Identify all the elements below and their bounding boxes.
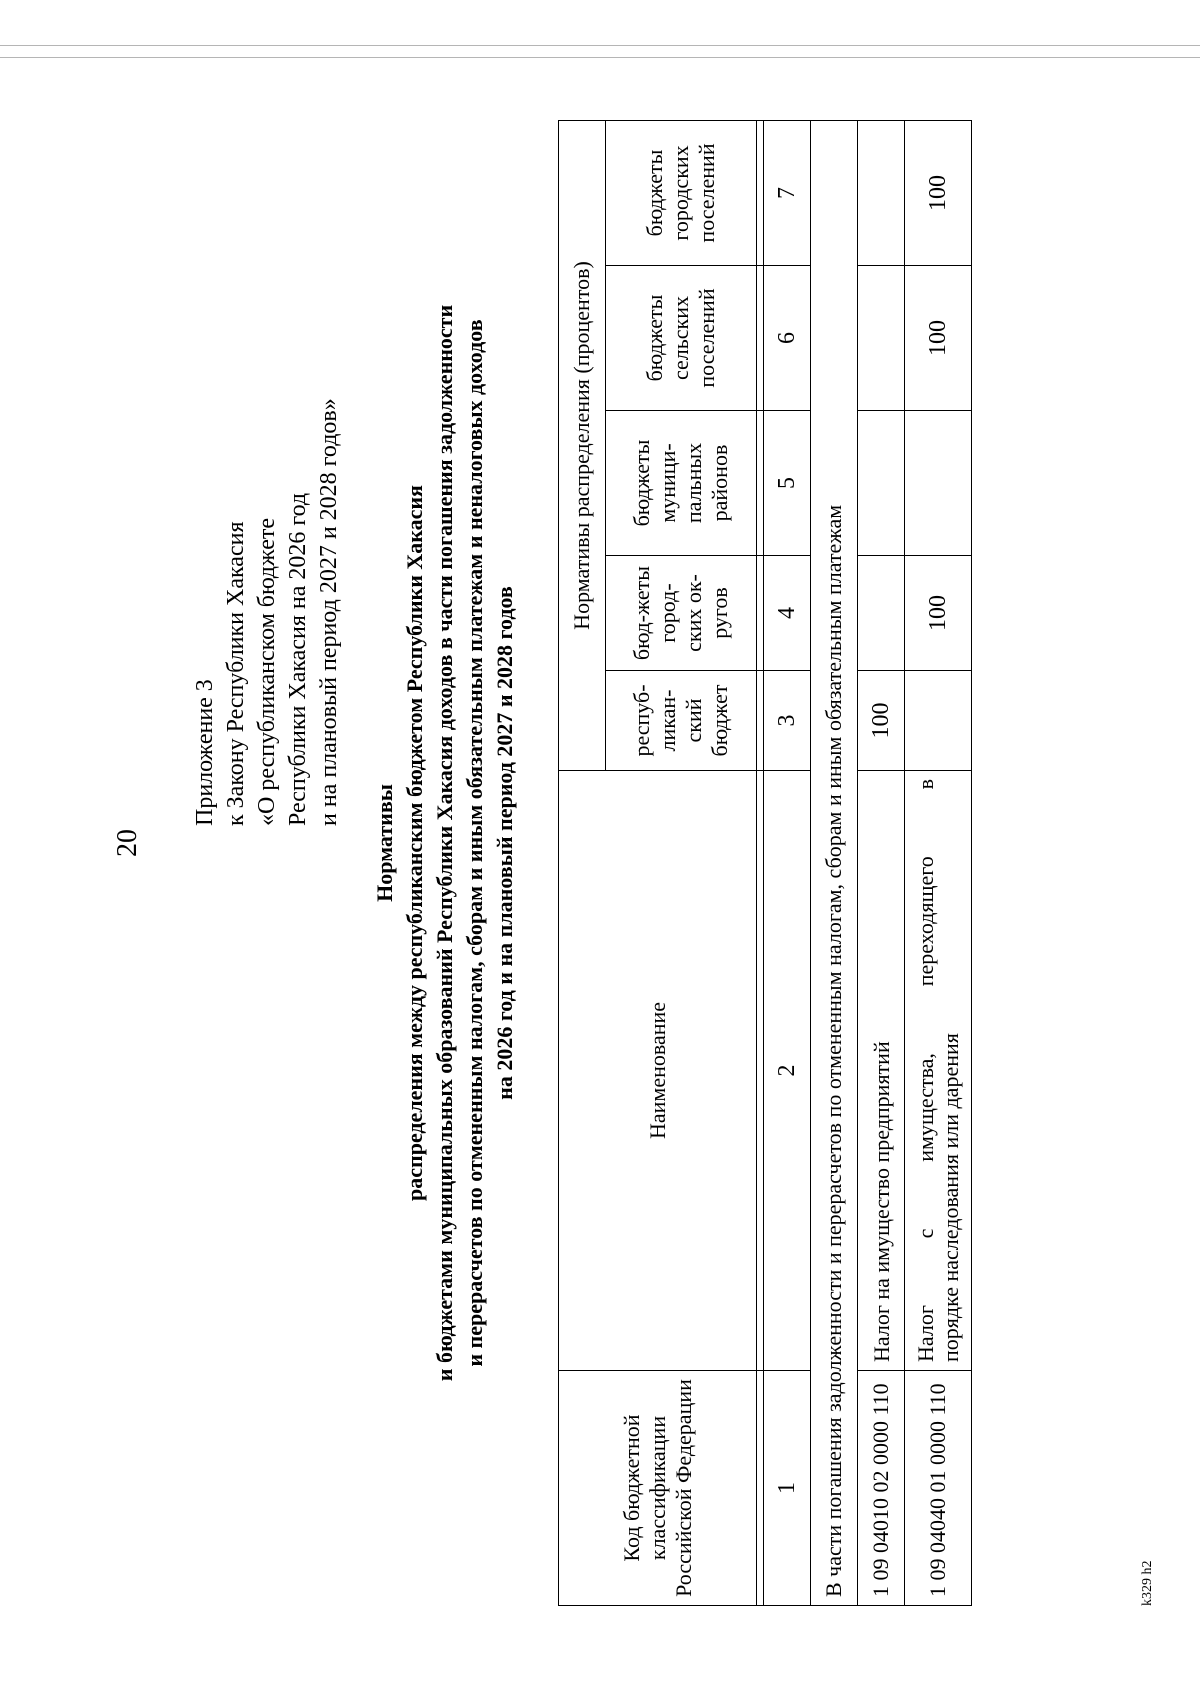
gap-cell (757, 556, 764, 671)
row-value (905, 671, 972, 771)
column-number: 2 (764, 771, 811, 1371)
header-col-city-districts: бюд-жеты город-ских ок-ругов (606, 556, 757, 671)
appendix-block (190, 398, 345, 826)
heading-title: Нормативы (372, 784, 397, 902)
page-footnote: k329 h2 (1140, 1560, 1155, 1606)
gap-cell (757, 771, 764, 1371)
section-heading: В части погашения задолженности и перерасчетов по отмененным налогам, сборам и иным обязательным платежам (811, 120, 858, 1605)
page-number: 20 (112, 829, 143, 857)
scan-edge-line (0, 57, 1200, 58)
column-number: 6 (764, 266, 811, 411)
row-value (858, 120, 905, 265)
gap-cell (757, 266, 764, 411)
header-name: Наименование (559, 771, 757, 1371)
header-code: Код бюджетной классификации Российской Федерации (559, 1371, 757, 1606)
header-col-urban: бюджеты городских поселений (606, 120, 757, 265)
row-code: 1 09 04040 01 0000 110 (905, 1371, 972, 1606)
row-name-line: Налог с имущества, переходящего в (913, 779, 938, 1362)
row-value (858, 266, 905, 411)
appendix-line: Приложение 3 (192, 679, 218, 826)
appendix-line: и на плановый период 2027 и 2028 годов» (316, 398, 342, 826)
appendix-line: «О республиканском бюджете (254, 517, 280, 826)
heading-line: и перерасчетов по отмененным налогам, сборам и иным обязательным платежам и неналоговых доходов (462, 319, 487, 1367)
gap-cell (757, 120, 764, 265)
norms-table (558, 120, 972, 1606)
table-row (858, 120, 905, 1605)
heading-line: и бюджетами муниципальных образований Республики Хакасия доходов в части погашения задолженности (432, 304, 457, 1382)
column-number: 1 (764, 1371, 811, 1606)
row-code: 1 09 04010 02 0000 110 (858, 1371, 905, 1606)
gap-cell (757, 1371, 764, 1606)
row-value: 100 (905, 556, 972, 671)
row-value: 100 (858, 671, 905, 771)
scan-edge-line (0, 45, 1200, 46)
row-name: Налог на имущество предприятий (858, 771, 905, 1371)
heading-line: на 2026 год и на плановый период 2027 и 2028 годов (492, 586, 517, 1100)
column-number: 5 (764, 411, 811, 556)
row-value (858, 411, 905, 556)
header-col-municipal-districts: бюджеты муници-пальных районов (606, 411, 757, 556)
gap-cell (757, 671, 764, 771)
column-number: 3 (764, 671, 811, 771)
header-col-rural: бюджеты сельских поселений (606, 266, 757, 411)
header-col-republic: респуб-ликан-ский бюджет (606, 671, 757, 771)
row-name (905, 771, 972, 1371)
row-value (858, 556, 905, 671)
heading-line: распределения между республиканским бюджетом Республики Хакасия (402, 485, 427, 1201)
header-group: Нормативы распределения (процентов) (559, 120, 606, 770)
document-heading (370, 120, 520, 1566)
row-value: 100 (905, 120, 972, 265)
table-row (905, 120, 972, 1605)
appendix-line: к Закону Республики Хакасия (223, 521, 249, 826)
appendix-line: Республики Хакасия на 2026 год (285, 492, 311, 826)
row-value: 100 (905, 266, 972, 411)
gap-cell (757, 411, 764, 556)
row-value (905, 411, 972, 556)
column-number: 4 (764, 556, 811, 671)
column-number: 7 (764, 120, 811, 265)
row-name-line: порядке наследования или дарения (938, 1033, 963, 1362)
